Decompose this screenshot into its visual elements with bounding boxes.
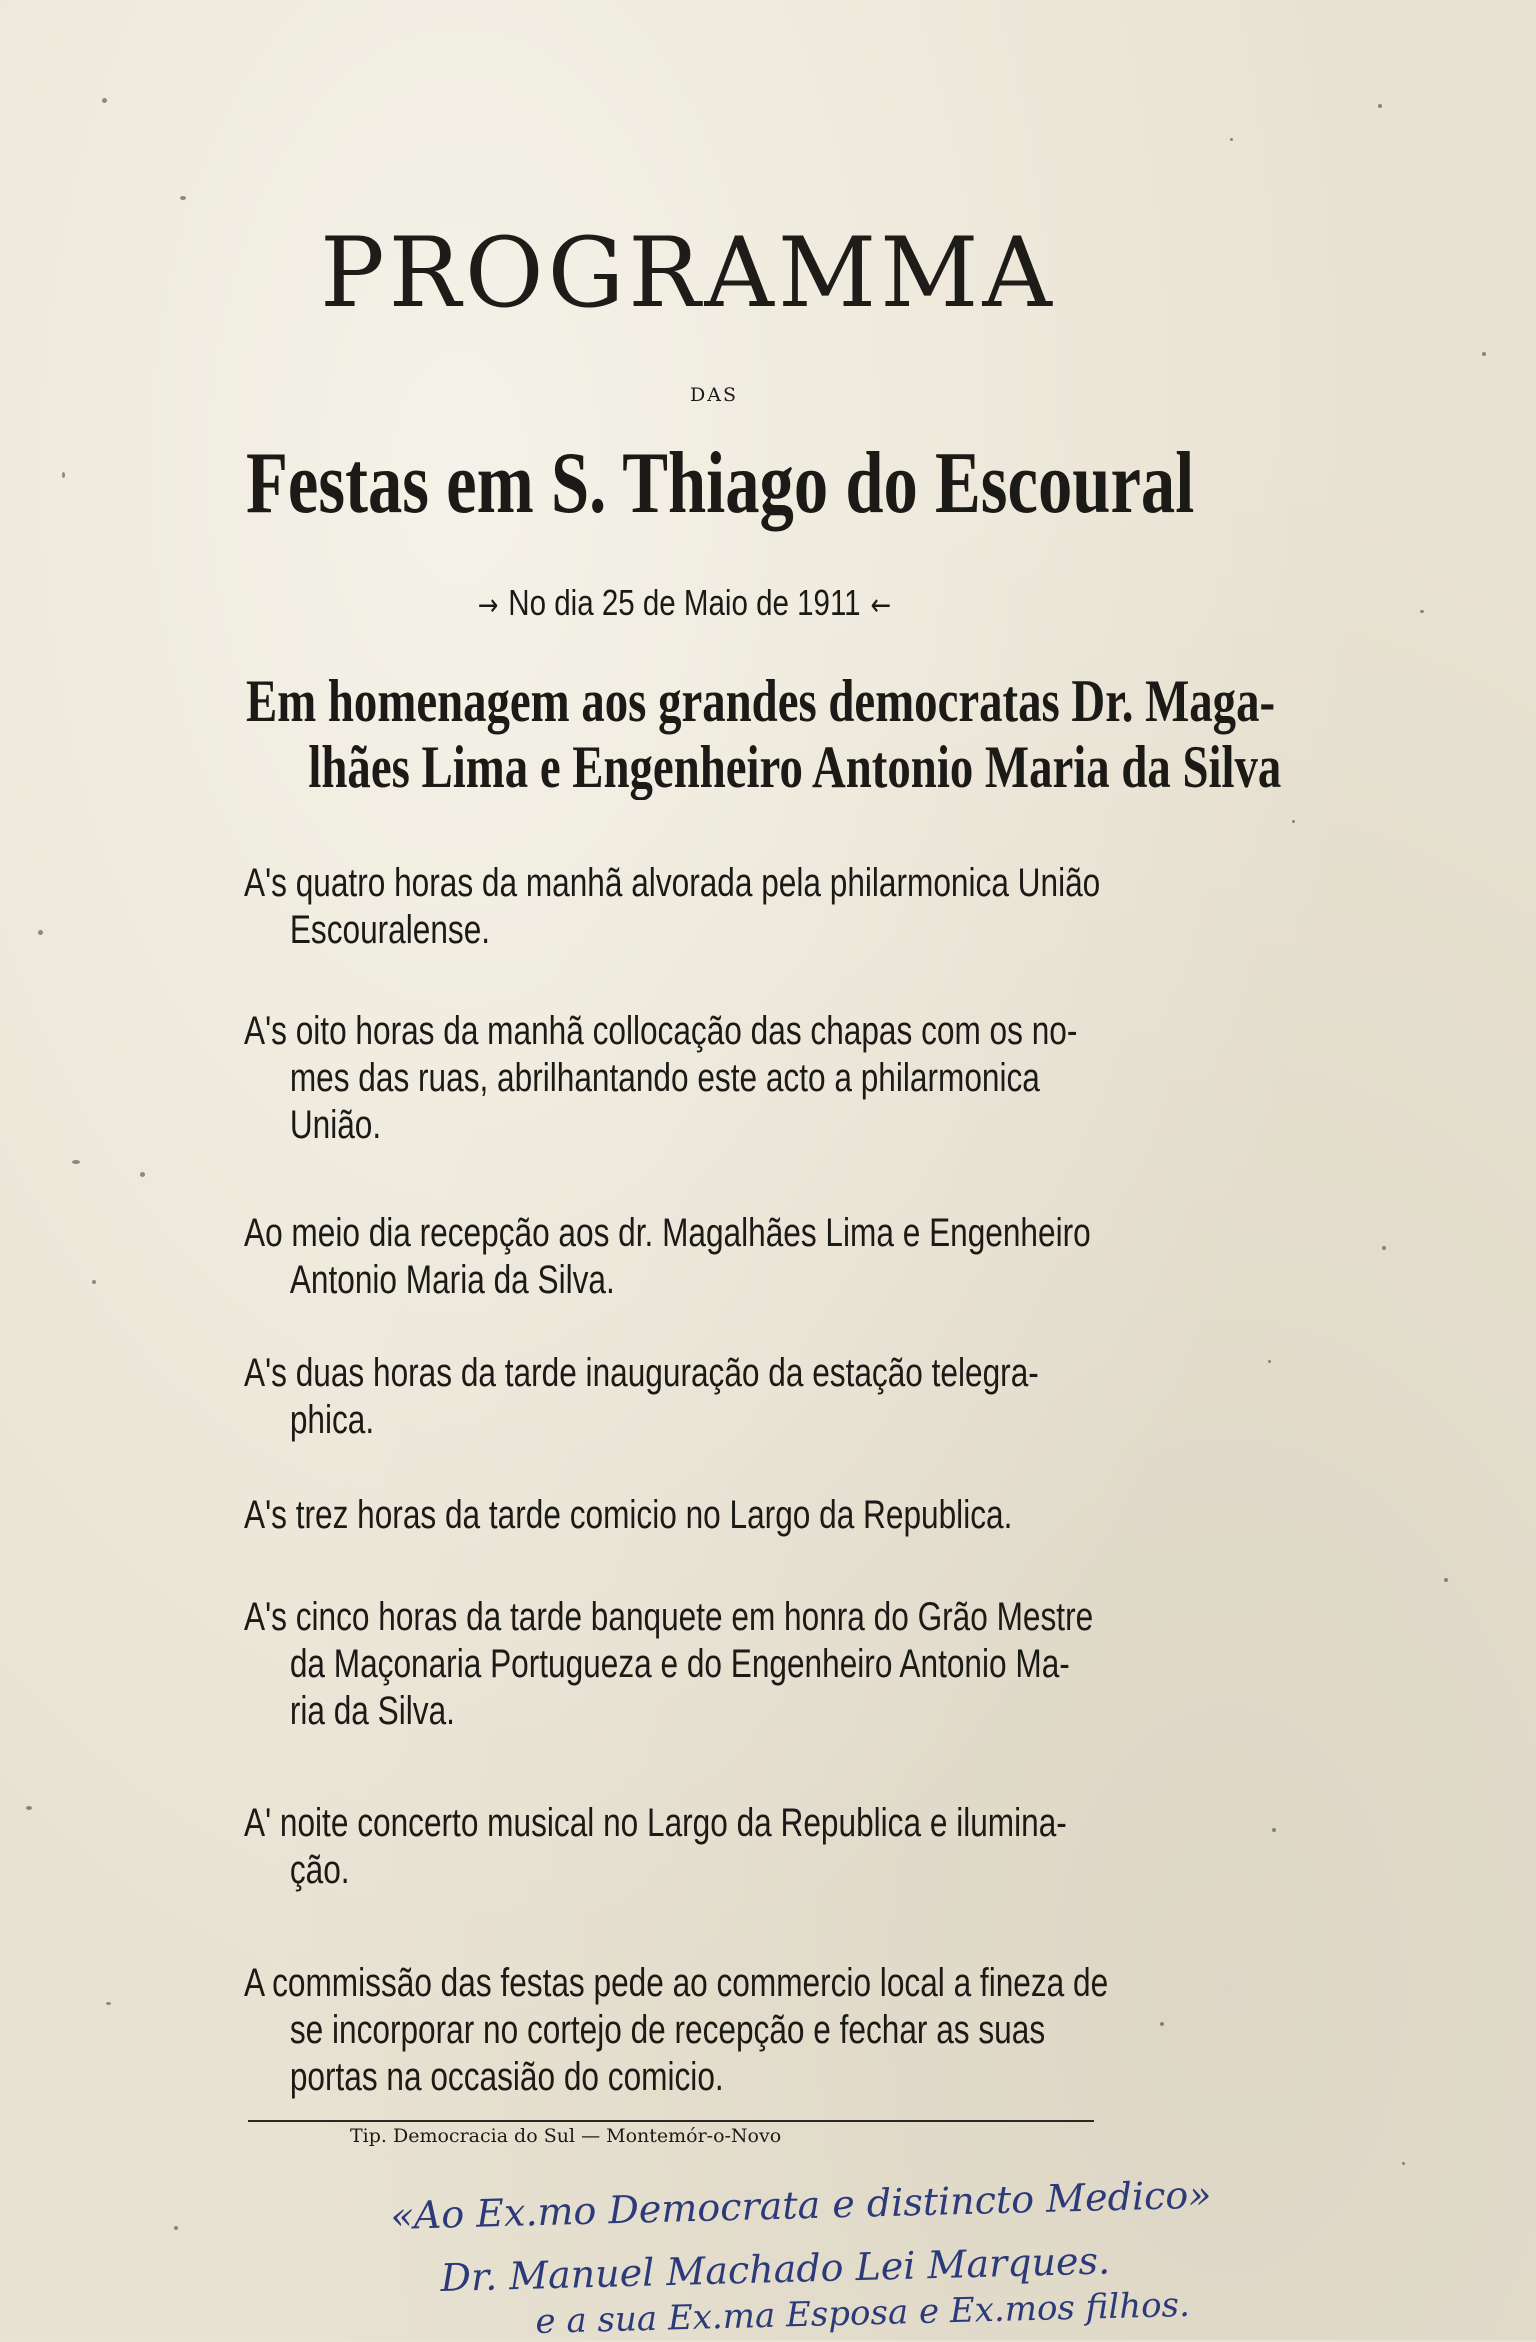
programme-item-commissao xyxy=(244,1960,1263,2101)
dedication xyxy=(246,668,1282,800)
item-line: se incorporar no cortejo de recepção e fechar as suas xyxy=(289,2008,1046,2052)
handwritten-dedication-line-3: e a sua Ex.ma Esposa e Ex.mos filhos. xyxy=(535,2284,1191,2342)
left-arrow-icon: ← xyxy=(870,588,892,623)
right-arrow-icon: → xyxy=(477,588,499,623)
dedication-line-1: Em homenagem aos grandes democratas Dr. Maga- xyxy=(246,668,1276,734)
date-line xyxy=(468,582,901,624)
programme-item-telegrapho xyxy=(244,1350,1263,1444)
item-line: phica. xyxy=(289,1398,375,1442)
programme-item-recepcao xyxy=(244,1210,1263,1304)
item-line: A's trez horas da tarde comicio no Largo da Republica. xyxy=(244,1493,1013,1537)
item-line: A' noite concerto musical no Largo da Republica e ilumina- xyxy=(244,1801,1067,1845)
programme-title: PROGRAMMA xyxy=(320,217,1056,329)
programme-item-alvorada xyxy=(244,860,1263,954)
item-line: A's quatro horas da manhã alvorada pela philarmonica União xyxy=(244,861,1101,905)
item-line: portas na occasião do comicio. xyxy=(289,2055,724,2099)
programme-item-banquete xyxy=(244,1594,1263,1735)
item-line: A's duas horas da tarde inauguração da estação telegra- xyxy=(244,1351,1039,1395)
item-line: ção. xyxy=(289,1848,350,1892)
programme-item-concerto xyxy=(244,1800,1263,1894)
item-line: Escouralense. xyxy=(289,908,491,952)
item-line: Antonio Maria da Silva. xyxy=(289,1258,615,1302)
programme-item-comicio xyxy=(244,1492,1263,1539)
festival-subtitle: Festas em S. Thiago do Escoural xyxy=(246,435,1195,532)
item-line: Ao meio dia recepção aos dr. Magalhães Lima e Engenheiro xyxy=(244,1211,1091,1255)
item-line: mes das ruas, abrilhantando este acto a philarmonica xyxy=(289,1056,1040,1100)
item-line: A commissão das festas pede ao commercio local a fineza de xyxy=(244,1961,1109,2005)
item-line: União. xyxy=(289,1103,382,1147)
footer-rule xyxy=(248,2120,1094,2122)
item-line: A's oito horas da manhã collocação das chapas com os no- xyxy=(244,1009,1078,1053)
item-line: ria da Silva. xyxy=(289,1689,455,1733)
dedication-line-2: lhães Lima e Engenheiro Antonio Maria da Silva xyxy=(308,734,1282,800)
item-line: A's cinco horas da tarde banquete em honra do Grão Mestre xyxy=(244,1595,1094,1639)
das-label: DAS xyxy=(690,384,738,406)
printer-imprint: Tip. Democracia do Sul — Montemór-o-Novo xyxy=(350,2125,782,2147)
handwritten-dedication-line-2: Dr. Manuel Machado Lei Marques. xyxy=(440,2238,1111,2300)
date-text: No dia 25 de Maio de 1911 xyxy=(508,582,861,623)
programme-item-chapas xyxy=(244,1008,1263,1149)
item-line: da Maçonaria Portugueza e do Engenheiro Antonio Ma- xyxy=(289,1642,1070,1686)
handwritten-dedication-line-1: «Ao Ex.mo Democrata e distincto Medico» xyxy=(390,2172,1212,2238)
